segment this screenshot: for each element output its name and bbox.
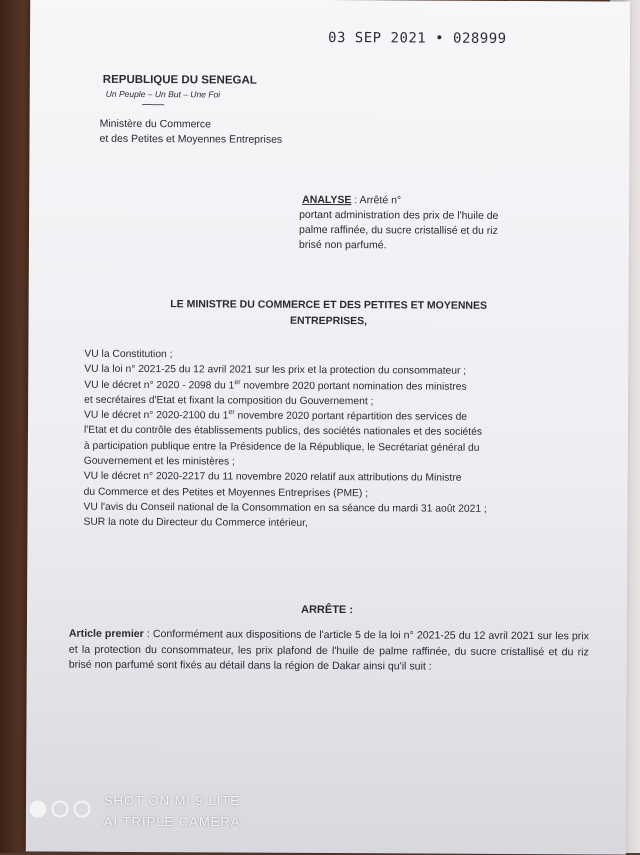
analyse-label: ANALYSE bbox=[302, 193, 352, 207]
ministry-line: et des Petites et Moyennes Entreprises bbox=[99, 132, 283, 146]
document-header bbox=[99, 73, 282, 148]
visa-line: VU la Constitution ; bbox=[84, 348, 173, 361]
analyse-line: brisé non parfumé. bbox=[298, 238, 387, 252]
visa-text: novembre 2020 portant nomination des ministres bbox=[240, 380, 467, 393]
watermark-text bbox=[104, 790, 240, 832]
registration-stamp: 03 SEP 2021 • 028999 bbox=[327, 29, 507, 47]
analyse-block bbox=[299, 193, 599, 255]
visa-line: SUR la note du Directeur du Commerce intérieur, bbox=[83, 516, 308, 530]
analyse-heading bbox=[299, 193, 599, 210]
title-line: LE MINISTRE DU COMMERCE ET DES PETITES ET MOYENNES bbox=[170, 298, 488, 312]
visa-line: VU le décret n° 2020-2217 du 11 novembre 2020 relatif aux attributions du Ministre bbox=[83, 471, 462, 485]
republic-name: REPUBLIQUE DU SENEGAL bbox=[102, 73, 257, 87]
visa-text: VU le décret n° 2020-2100 du 1 bbox=[84, 409, 229, 422]
national-motto: Un Peuple – Un But – Une Foi bbox=[105, 88, 221, 100]
visa-line: VU la loi n° 2021-25 du 12 avril 2021 sur les prix et la protection du consommateur ; bbox=[84, 364, 467, 378]
camera-dots-icon bbox=[28, 798, 96, 820]
visa-line: du Commerce et des Petites et Moyennes Entreprises (PME) ; bbox=[83, 486, 369, 499]
visa-line: VU l'avis du Conseil national de la Consommation en sa séance du mardi 31 août 2021 ; bbox=[83, 501, 487, 515]
document-page bbox=[26, 0, 630, 855]
watermark-line: AI TRIPLE CAMERA bbox=[104, 814, 241, 829]
visa-line: et secrétaires d'Etat et fixant la composition du Gouvernement ; bbox=[84, 394, 374, 408]
arrete-heading: ARRÊTE : bbox=[301, 603, 354, 617]
visas-list bbox=[83, 347, 589, 533]
visa-line: Gouvernement et les ministères ; bbox=[83, 455, 235, 468]
visa-superscript: er bbox=[234, 378, 241, 386]
visa-text: novembre 2020 portant répartition des services de bbox=[234, 410, 468, 423]
ministry-line: Ministère du Commerce bbox=[99, 117, 212, 131]
article-premier bbox=[69, 627, 589, 676]
visa-line: l'Etat et du contrôle des établissements publics, des sociétés nationales et des sociétés bbox=[83, 425, 483, 439]
visa-line: à participation publique entre la Présidence de la République, le Secrétariat général du bbox=[83, 440, 480, 454]
title-line: ENTREPRISES, bbox=[290, 314, 368, 328]
analyse-first-line: : Arrêté n° bbox=[351, 194, 402, 207]
article-text: : Conformément aux dispositions de l'article 5 de la loi n° 2021-25 du 12 avril 2021 sur les prix et la protection du consommateur, les prix plafond de l'huile de palme raffinée, du sucre cristallisé et du riz brisé non parfumé sont fixés au détail dans la région de Dakar ainsi qu'il suit : bbox=[68, 628, 589, 673]
header-separator: ----------- bbox=[141, 99, 164, 110]
analyse-line: portant administration des prix de l'huile de bbox=[299, 208, 499, 222]
article-label: Article premier bbox=[68, 627, 144, 641]
visa-superscript: er bbox=[228, 409, 235, 417]
visa-text: VU le décret n° 2020 - 2098 du 1 bbox=[84, 379, 235, 392]
ministry-name bbox=[99, 117, 282, 148]
minister-title bbox=[119, 296, 539, 330]
analyse-line: palme raffinée, du sucre cristallisé et du riz bbox=[298, 223, 498, 237]
watermark-line: SHOT ON MI 9 LITE bbox=[104, 793, 240, 808]
